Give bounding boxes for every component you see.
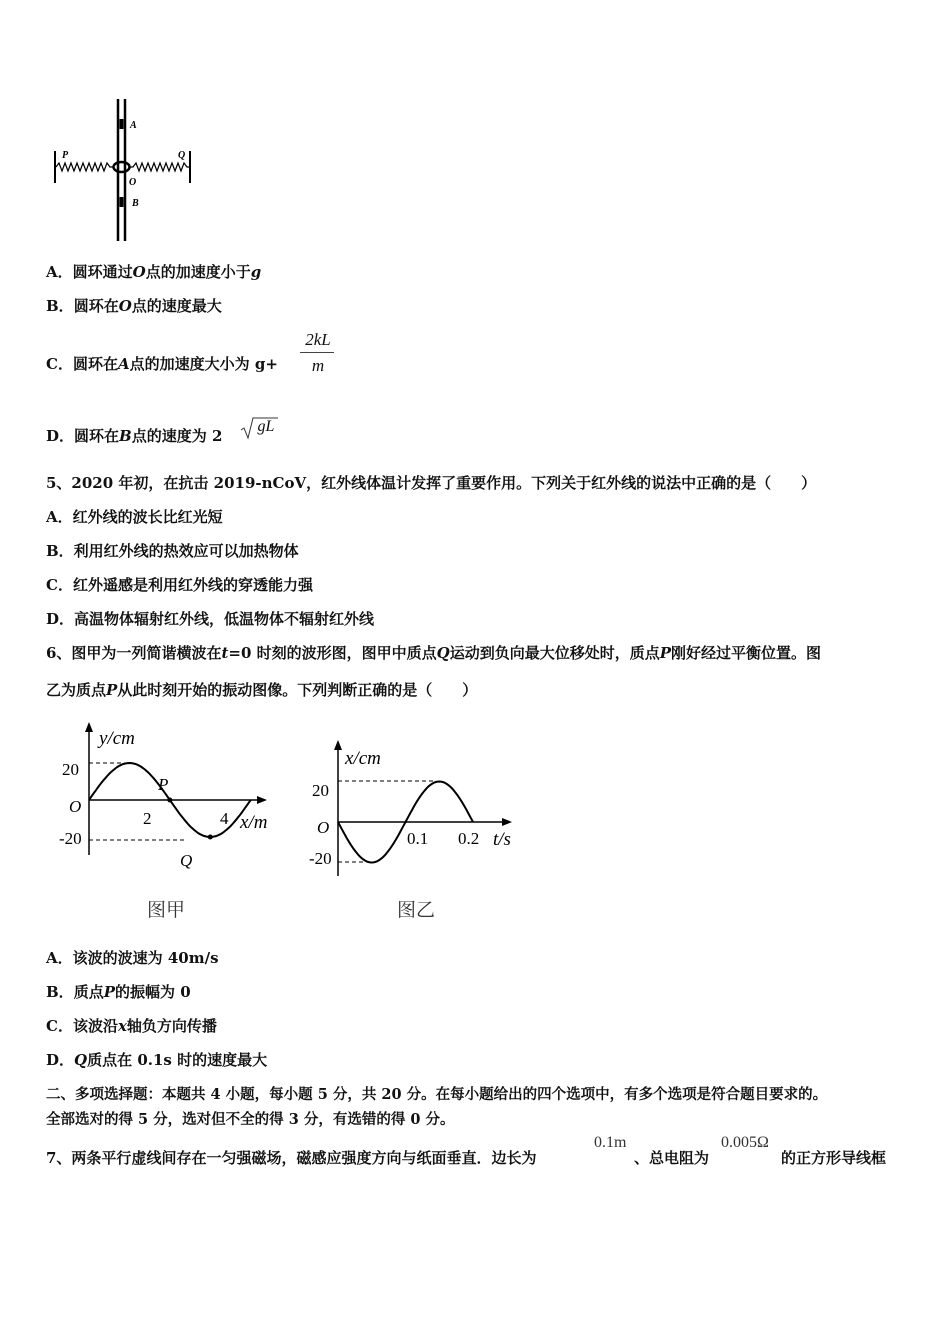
q7-stem-post: 的正方形导线框 xyxy=(781,1149,887,1167)
q4-option-c[interactable]: C．圆环在A点的加速度大小为 g+ xyxy=(46,355,278,373)
yi-ytick-top: 20 xyxy=(312,781,329,800)
jia-point-q xyxy=(208,835,213,840)
q4-option-d[interactable]: D．圆环在B点的速度为 2 xyxy=(46,427,223,445)
q6-option-d[interactable]: D．Q质点在 0.1s 时的速度最大 xyxy=(46,1051,268,1069)
yi-origin: O xyxy=(317,818,330,837)
yi-ytick-bottom: -20 xyxy=(309,849,332,868)
jia-origin: O xyxy=(69,797,82,816)
q5-option-d[interactable]: D．高温物体辐射红外线，低温物体不辐射红外线 xyxy=(46,610,375,628)
jia-annotation-p: P xyxy=(158,775,169,794)
label-p: P xyxy=(62,150,69,161)
section2-heading-line1: 二、多项选择题：本题共 4 小题，每小题 5 分，共 20 分。在每小题给出的四个选项中，有多个选项是符合题目要求的。 xyxy=(46,1086,828,1103)
q6-option-c[interactable]: C．该波沿x轴负方向传播 xyxy=(46,1017,217,1035)
yi-xlabel: t/s xyxy=(493,829,511,850)
yi-xtick-02: 0.2 xyxy=(458,829,480,848)
ring-spring-figure xyxy=(50,95,200,245)
jia-annotation-q: Q xyxy=(180,851,193,870)
q6-stem-line1: 6、图甲为一列简谐横波在t=0 时刻的波形图，图甲中质点Q运动到负向最大位移处时，质点P刚好经过平衡位置。图 xyxy=(46,644,822,662)
yi-ylabel: x/cm xyxy=(345,748,381,769)
label-b: B xyxy=(132,198,139,209)
q4-option-b[interactable]: B．圆环在O点的速度最大 xyxy=(46,297,222,315)
jia-point-p xyxy=(167,798,172,803)
q5-option-b[interactable]: B．利用红外线的热效应可以加热物体 xyxy=(46,542,299,560)
q6-option-a[interactable]: A．该波的波速为 40m/s xyxy=(46,949,219,967)
q7-side-length: 0.1m xyxy=(594,1134,627,1151)
q4-d-sqrt-radicand: gL xyxy=(257,418,275,435)
q4-c-fraction-numerator: 2kL xyxy=(305,330,331,349)
q5-stem: 5、2020 年初，在抗击 2019-nCoV，红外线体温计发挥了重要作用。下列关于红外线的说法中正确的是（ ） xyxy=(46,474,817,492)
jia-xtick-4: 4 xyxy=(220,809,229,828)
q7-stem-pre: 7、两条平行虚线间存在一匀强磁场，磁感应强度方向与纸面垂直．边长为 xyxy=(46,1149,537,1167)
q7-stem-mid: 、总电阻为 xyxy=(634,1149,710,1167)
jia-ylabel: y/cm xyxy=(99,728,135,749)
q7-resistance: 0.005Ω xyxy=(721,1134,769,1151)
vibration-chart-yi xyxy=(305,738,535,928)
label-o: O xyxy=(129,177,137,188)
jia-title: 图甲 xyxy=(147,900,186,921)
q5-option-a[interactable]: A．红外线的波长比红光短 xyxy=(46,508,223,526)
label-a: A xyxy=(130,120,137,131)
section2-heading-line2: 全部选对的得 5 分，选对但不全的得 3 分，有选错的得 0 分。 xyxy=(46,1111,455,1128)
label-q: Q xyxy=(178,150,186,161)
jia-xtick-2: 2 xyxy=(143,809,152,828)
jia-ytick-top: 20 xyxy=(62,760,79,779)
q6-stem-line2: 乙为质点P从此时刻开始的振动图像。下列判断正确的是（ ） xyxy=(46,681,478,699)
yi-xtick-01: 0.1 xyxy=(407,829,429,848)
yi-title: 图乙 xyxy=(397,900,436,921)
q5-option-c[interactable]: C．红外遥感是利用红外线的穿透能力强 xyxy=(46,576,313,594)
q4-c-fraction-denominator: m xyxy=(311,356,325,375)
q4-option-a[interactable]: A．圆环通过O点的加速度小于g xyxy=(46,263,262,281)
q6-option-b[interactable]: B．质点P的振幅为 0 xyxy=(46,983,191,1001)
jia-ytick-bottom: -20 xyxy=(59,829,82,848)
jia-xlabel: x/m xyxy=(240,812,268,833)
q4-c-fraction-bar xyxy=(300,352,334,353)
wave-chart-jia xyxy=(55,720,295,925)
